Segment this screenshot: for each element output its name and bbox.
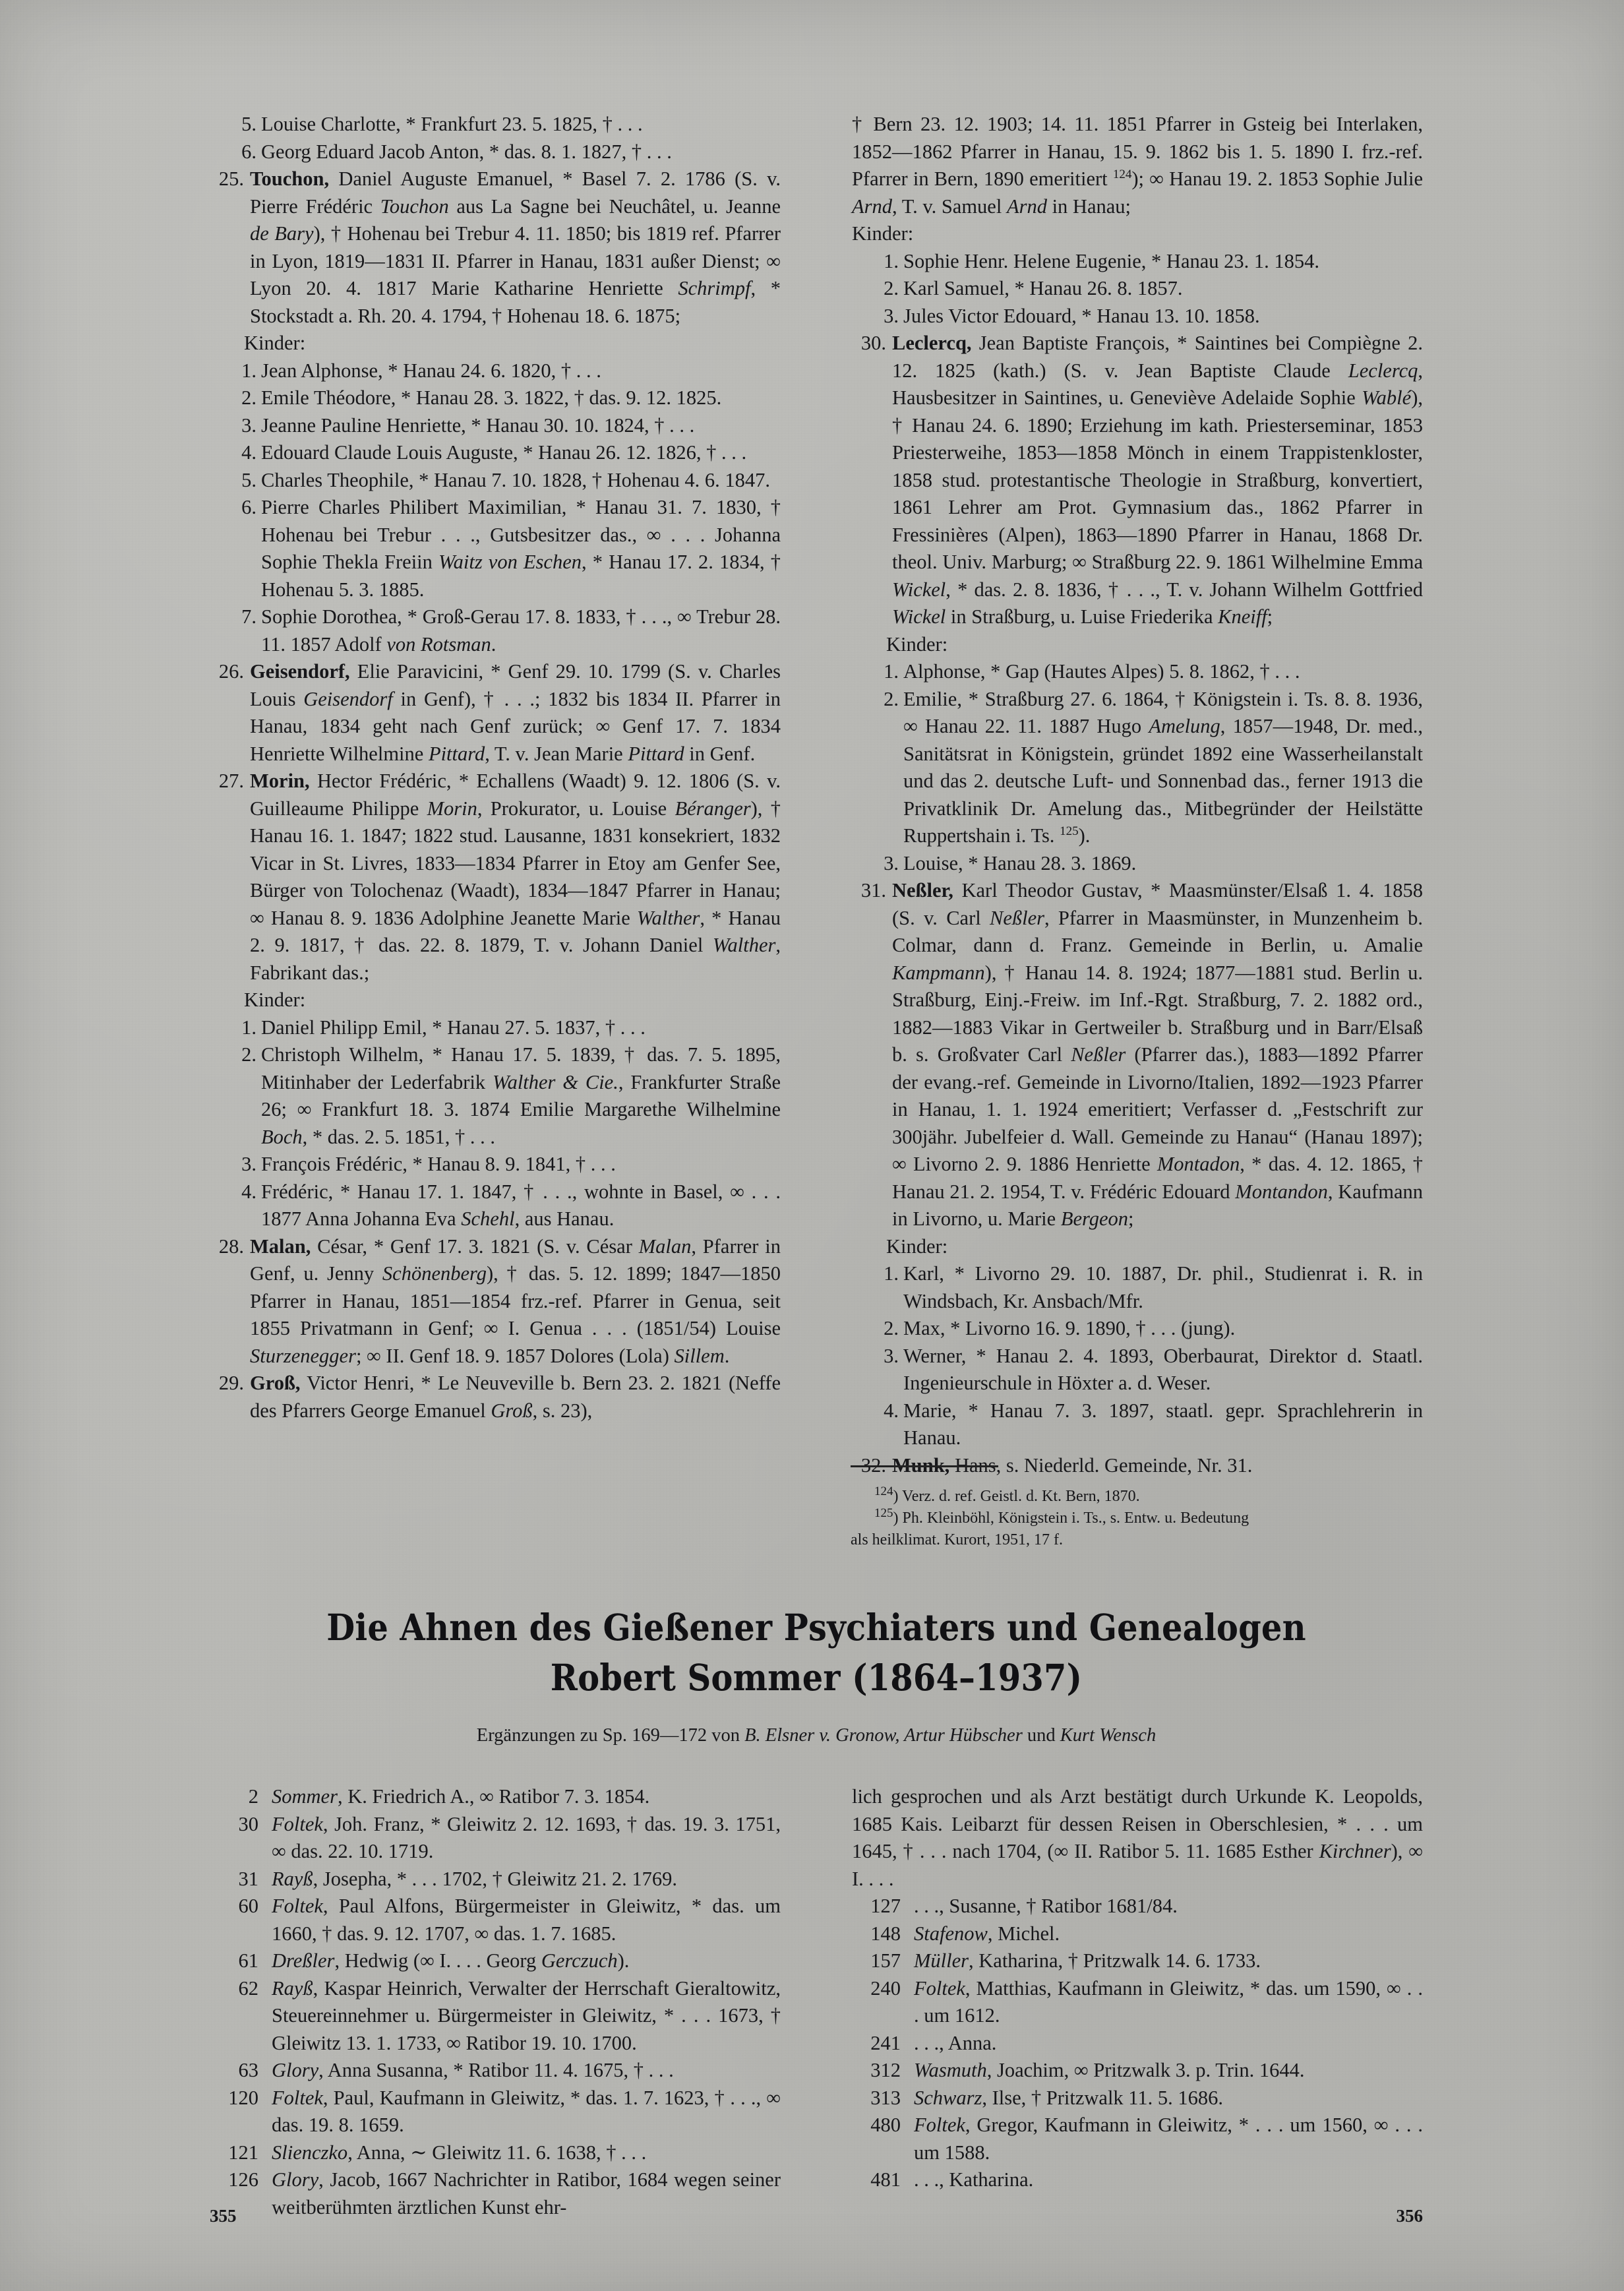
child-number: 3. (884, 304, 899, 327)
ancestor-number: 148 (870, 1922, 901, 1945)
ancestor-row (210, 2057, 781, 2085)
kinder-label: Kinder: (244, 989, 306, 1011)
child-number: 2. (884, 277, 899, 299)
list-item (210, 384, 781, 412)
ancestor-number: 313 (870, 2086, 901, 2109)
list-item (210, 111, 781, 138)
ancestor-row (852, 2166, 1423, 2194)
child-number: 7. (241, 605, 256, 628)
genealogy-entry-31 (852, 877, 1423, 1233)
child-text: Christoph Wilhelm, * Hanau 17. 5. 1839, † das. 7. 5. 1895, Mitinhaber der Lederfabrik Walther & Cie., Frankfurter Straße 26; ∞ Frankfurt 18. 3. 1874 Emilie Margarethe Wilhelmine Boch, * das. 2. 5. 1851, † . . . (261, 1043, 781, 1148)
child-text: François Frédéric, * Hanau 8. 9. 1841, † . . . (261, 1153, 616, 1175)
entry-number: 25. (218, 168, 244, 190)
child-text: Louise Charlotte, * Frankfurt 23. 5. 1825, † . . . (261, 113, 643, 135)
child-text: Emilie, * Straßburg 27. 6. 1864, † Königstein i. Ts. 8. 8. 1936, ∞ Hanau 22. 11. 1887 Hugo Amelung, 1857—1948, Dr. med., Sanitätsrat in Königstein, gründet 1892 eine Wasserheilanstalt und das 2. deutsche Luft- und Sonnenbad das., ferner 1913 die Privatklinik Dr. Amelung das., Mitbegründer der Heilstätte Ruppertshain i. Ts. $^{125}$). (903, 687, 1423, 847)
entry-body: Morin, Hector Frédéric, * Echallens (Waadt) 9. 12. 1806 (S. v. Guilleaume Philippe Morin, Prokurator, u. Louise Béranger), † Hanau 16. 1. 1847; 1822 stud. Lausanne, 1831 konsekriert, 1832 Vicar in St. Livres, 1833—1834 Pfarrer in Etoy am Genfer See, Bürger von Tolochenaz (Waadt), 1834—1847 Pfarrer in Hanau; ∞ Hanau 8. 9. 1836 Adolphine Jeanette Marie Walther, * Hanau 2. 9. 1817, † das. 22. 8. 1879, T. v. Johann Daniel Walther, Fabrikant das.; (250, 770, 781, 984)
entry-surname: Geisendorf, (250, 660, 350, 683)
list-item (852, 275, 1423, 303)
lower-two-column-block (210, 1783, 1423, 2221)
ancestor-text: Glory, Jacob, 1667 Nachrichter in Ratibor, 1684 wegen seiner weitberühmten ärztlichen Kunst ehr- (272, 2168, 781, 2218)
child-number: 5. (241, 468, 256, 491)
ancestor-row (852, 2112, 1423, 2166)
entry-surname: Groß, (250, 1372, 301, 1394)
list-item (210, 1041, 781, 1151)
column-left (210, 111, 781, 1424)
ancestor-number: 63 (238, 2059, 258, 2081)
ancestor-number: 240 (870, 1976, 901, 2000)
kinder-label: Kinder: (886, 632, 948, 656)
genealogy-entry-28 (210, 1233, 781, 1370)
child-text: Emile Théodore, * Hanau 28. 3. 1822, † das. 9. 12. 1825. (261, 386, 722, 409)
footnote-125-continuation: als heilklimat. Kurort, 1951, 17 f. (851, 1531, 1063, 1548)
ancestor-row (210, 1811, 781, 1866)
entry-number: 29. (218, 1372, 244, 1394)
genealogy-entry-29 (210, 1370, 781, 1424)
list-item (210, 1178, 781, 1233)
ancestor-row (852, 1975, 1423, 2030)
list-item (852, 1397, 1423, 1452)
ancestor-text: Foltek, Joh. Franz, * Gleiwitz 2. 12. 1693, † das. 19. 3. 1751, ∞ das. 22. 10. 1719. (272, 1812, 781, 1862)
ancestor-number: 312 (870, 2059, 901, 2081)
child-text: Jules Victor Edouard, * Hanau 13. 10. 1858. (903, 304, 1260, 327)
ancestor-text: Rayß, Josepha, * . . . 1702, † Gleiwitz 21. 2. 1769. (272, 1867, 678, 1890)
footnotes-block (851, 1486, 1431, 1551)
ancestor-text: Glory, Anna Susanna, * Ratibor 11. 4. 1675, † . . . (272, 2059, 674, 2081)
child-text: Marie, * Hanau 7. 3. 1897, staatl. gepr. Sprachlehrerin in Hanau. (903, 1399, 1423, 1449)
kinder-label: Kinder: (244, 332, 306, 354)
child-text: Max, * Livorno 16. 9. 1890, † . . . (jung). (903, 1317, 1236, 1339)
ancestor-number: 62 (238, 1976, 258, 2000)
ancestors-column-right (852, 1783, 1423, 2194)
genealogy-entry-26 (210, 658, 781, 768)
ancestor-row (210, 2085, 781, 2139)
entry-body: Malan, César, * Genf 17. 3. 1821 (S. v. César Malan, Pfarrer in Genf, u. Jenny Schönenberg), † das. 5. 12. 1899; 1847—1850 Pfarrer in Hanau, 1851—1854 frz.-ref. Pfarrer in Genua, seit 1855 Privatmann in Genf; ∞ I. Genua . . . (1851/54) Louise Sturzenegger; ∞ II. Genf 18. 9. 1857 Dolores (Lola) Sillem. (250, 1235, 781, 1367)
article-title-line-1: Die Ahnen des Gießener Psychiaters und Genealogen (326, 1606, 1306, 1649)
ancestor-number: 2 (248, 1785, 258, 1808)
ancestor-row (210, 2166, 781, 2221)
ancestor-row (852, 1920, 1423, 1948)
page-number-right: 356 (1396, 2206, 1423, 2226)
list-item (210, 494, 781, 603)
entry-number: 31. (860, 879, 886, 901)
child-text: Jeanne Pauline Henriette, * Hanau 30. 10. 1824, † . . . (261, 413, 695, 437)
ancestor-row (210, 1975, 781, 2058)
child-number: 3. (241, 1153, 256, 1175)
child-number: 5. (241, 113, 256, 135)
list-item (852, 1343, 1423, 1397)
child-number: 1. (241, 359, 256, 382)
footnote-marker-125: 125 (1060, 824, 1079, 838)
list-item (852, 1315, 1423, 1343)
genealogy-entry-30 (852, 330, 1423, 631)
footnote-125: $^{125}$) Ph. Kleinböhl, Königstein i. Ts., s. Entw. u. Bedeutung (874, 1506, 1249, 1527)
entry-body: Touchon, Daniel Auguste Emanuel, * Basel 7. 2. 1786 (S. v. Pierre Frédéric Touchon aus La Sagne bei Neuchâtel, u. Jeanne de Bary), † Hohenau bei Trebur 4. 11. 1850; bis 1819 ref. Pfarrer in Lyon, 1819—1831 II. Pfarrer in Hanau, 1831 außer Dienst; ∞ Lyon 20. 4. 1817 Marie Katharine Henriette Schrimpf, * Stockstadt a. Rh. 20. 4. 1794, † Hohenau 18. 6. 1875; (250, 168, 781, 327)
list-item (852, 850, 1423, 878)
child-number: 2. (241, 1043, 256, 1066)
ancestor-row (210, 1783, 781, 1811)
child-number: 4. (241, 1180, 256, 1203)
entry-number: 30. (860, 332, 886, 354)
child-text: Georg Eduard Jacob Anton, * das. 8. 1. 1827, † . . . (261, 140, 672, 163)
list-item (210, 138, 781, 166)
ancestor-number: 60 (238, 1895, 258, 1917)
list-item (210, 467, 781, 495)
entry-surname: Neßler, (892, 879, 953, 901)
ancestor-text: Foltek, Paul, Kaufmann in Gleiwitz, * das. 1. 7. 1623, † . . ., ∞ das. 19. 8. 1659. (272, 2086, 781, 2136)
child-number: 6. (241, 496, 256, 518)
entry-number: 32. (860, 1453, 886, 1477)
footnote-124: $^{124}$) Verz. d. ref. Geistl. d. Kt. Bern, 1870. (874, 1484, 1140, 1505)
ancestor-text: Foltek, Gregor, Kaufmann in Gleiwitz, * . . . um 1560, ∞ . . . um 1588. (914, 2114, 1423, 2164)
list-item (852, 248, 1423, 276)
ancestor-126-continuation: lich gesprochen und als Arzt bestätigt durch Urkunde K. Leopolds, 1685 Kais. Leibarzt für dessen Reisen in Oberschlesien, * . . . um 1645, † . . . nach 1704, (∞ II. Ratibor 5. 11. 1685 Esther Kirchner), ∞ I. . . . (852, 1785, 1423, 1890)
child-number: 1. (884, 1262, 899, 1285)
ancestor-row (210, 1866, 781, 1893)
upper-two-column-block (210, 111, 1423, 1479)
article-heading (210, 1603, 1423, 1746)
child-number: 2. (884, 687, 899, 710)
entry-29-continuation: † Bern 23. 12. 1903; 14. 11. 1851 Pfarrer in Gsteig bei Interlaken, 1852—1862 Pfarrer in Hanau, 15. 9. 1862 bis 1. 5. 1890 I. frz.-ref. Pfarrer in Bern, 1890 emeritiert $^{124}$); ∞ Hanau 19. 2. 1853 Sophie Julie Arnd, T. v. Samuel Arnd in Hanau; (852, 113, 1423, 218)
ancestor-row (210, 1893, 781, 1947)
child-text: Sophie Dorothea, * Groß-Gerau 17. 8. 1833, † . . ., ∞ Trebur 28. 11. 1857 Adolf von Rotsman. (261, 605, 781, 656)
ancestor-row (210, 1947, 781, 1975)
ancestor-text: Rayß, Kaspar Heinrich, Verwalter der Herrschaft Gieraltowitz, Steuereinnehmer u. Bürgermeister in Gleiwitz, * . . . 1673, † Gleiwitz 13. 1. 1733, ∞ Ratibor 19. 10. 1700. (272, 1976, 781, 2054)
ancestor-number: 30 (238, 1812, 258, 1835)
ancestor-number: 481 (870, 2168, 901, 2191)
child-text: Charles Theophile, * Hanau 7. 10. 1828, † Hohenau 4. 6. 1847. (261, 468, 770, 491)
child-text: Pierre Charles Philibert Maximilian, * Hanau 31. 7. 1830, † Hohenau bei Trebur . . ., Gutsbesitzer das., ∞ . . . Johanna Sophie Thekla Freiin Waitz von Eschen, * Hanau 17. 2. 1834, † Hohenau 5. 3. 1885. (261, 496, 781, 601)
ancestor-text: Foltek, Matthias, Kaufmann in Gleiwitz, * das. um 1590, ∞ . . . um 1612. (914, 1976, 1423, 2027)
child-number: 4. (241, 441, 256, 464)
kinder-label: Kinder: (886, 1235, 948, 1258)
article-subtitle: Ergänzungen zu Sp. 169—172 von B. Elsner v. Gronow, Artur Hübscher und Kurt Wensch (476, 1725, 1157, 1746)
ancestor-number: 126 (228, 2168, 258, 2191)
ancestor-number: 31 (238, 1867, 258, 1890)
ancestor-text: Foltek, Paul Alfons, Bürgermeister in Gleiwitz, * das. um 1660, † das. 9. 12. 1707, ∞ das. 1. 7. 1685. (272, 1895, 781, 1945)
child-number: 3. (884, 1344, 899, 1367)
ancestor-number: 120 (228, 2086, 258, 2109)
child-number: 1. (884, 249, 899, 272)
entry-number: 27. (218, 770, 244, 792)
list-item (852, 1260, 1423, 1315)
ancestor-row (852, 2057, 1423, 2085)
ancestor-text: . . ., Susanne, † Ratibor 1681/84. (914, 1895, 1178, 1917)
ancestor-text: Slienczko, Anna, ∼ Gleiwitz 11. 6. 1638, † . . . (272, 2141, 647, 2164)
entry-surname: Touchon, (250, 168, 330, 190)
footnote-separator-rule (851, 1465, 998, 1467)
entry-body: Geisendorf, Elie Paravicini, * Genf 29. 10. 1799 (S. v. Charles Louis Geisendorf in Genf), † . . .; 1832 bis 1834 II. Pfarrer in Hanau, 1834 geht nach Genf zurück; ∞ Genf 17. 7. 1834 Henriette Wilhelmine Pittard, T. v. Jean Marie Pittard in Genf. (250, 660, 781, 765)
child-number: 3. (884, 851, 899, 874)
article-title-line-2: Robert Sommer (1864–1937) (550, 1656, 1083, 1699)
kinder-label: Kinder: (852, 222, 914, 245)
ancestor-text: Müller, Katharina, † Pritzwalk 14. 6. 1733. (914, 1949, 1261, 1972)
ancestor-row (852, 2030, 1423, 2058)
child-text: Edouard Claude Louis Auguste, * Hanau 26. 12. 1826, † . . . (261, 441, 747, 464)
list-item (210, 357, 781, 385)
child-text: Alphonse, * Gap (Hautes Alpes) 5. 8. 1862, † . . . (903, 660, 1300, 683)
list-item (210, 1014, 781, 1042)
list-item (852, 686, 1423, 850)
entry-surname: Malan, (250, 1235, 311, 1258)
list-item (210, 412, 781, 440)
ancestor-row (852, 1947, 1423, 1975)
ancestor-number: 127 (870, 1895, 901, 1917)
child-number: 4. (884, 1399, 899, 1422)
entry-surname: Morin, (250, 770, 310, 792)
child-text: Werner, * Hanau 2. 4. 1893, Oberbaurat, Direktor d. Staatl. Ingenieurschule in Höxter a. d. Weser. (903, 1344, 1423, 1394)
entry-surname: Leclercq, (892, 332, 972, 354)
column-right (852, 111, 1423, 1479)
child-number: 2. (241, 386, 256, 409)
entry-body: Leclercq, Jean Baptiste François, * Saintines bei Compiègne 2. 12. 1825 (kath.) (S. v. Jean Baptiste Claude Leclercq, Hausbesitzer in Saintines, u. Geneviève Adelaide Sophie Wablé), † Hanau 24. 6. 1890; Erziehung im kath. Priesterseminar, 1853 Priesterweihe, 1853—1858 Mönch in einem Trappistenkloster, 1858 stud. protestantische Theologie in Straßburg, konvertiert, 1861 Lehrer am Prot. Gymnasium das., 1862 Pfarrer in Fressinières (Alpen), 1863—1890 Pfarrer in Hanau, 1868 Dr. theol. Univ. Marburg; ∞ Straßburg 22. 9. 1861 Wilhelmine Emma Wickel, * das. 2. 8. 1836, † . . ., T. v. Johann Wilhelm Gottfried Wickel in Straßburg, u. Luise Friederika Kneiff; (892, 332, 1423, 628)
ancestor-row (852, 1893, 1423, 1920)
entry-number: 28. (218, 1235, 244, 1258)
genealogy-entry-27 (210, 768, 781, 987)
ancestors-column-left (210, 1783, 781, 2221)
genealogy-entry-25 (210, 166, 781, 330)
ancestor-text: Wasmuth, Joachim, ∞ Pritzwalk 3. p. Trin. 1644. (914, 2059, 1305, 2081)
entry-surname: Munk, (892, 1453, 950, 1477)
ancestor-number: 157 (870, 1949, 901, 1972)
child-text: Frédéric, * Hanau 17. 1. 1847, † . . ., wohnte in Basel, ∞ . . . 1877 Anna Johanna Eva Schehl, aus Hanau. (261, 1180, 781, 1230)
ancestor-text: Dreßler, Hedwig (∞ I. . . . Georg Gerczuch). (272, 1949, 630, 1972)
ancestor-text: . . ., Anna. (914, 2031, 997, 2054)
ancestor-row (852, 2085, 1423, 2112)
ancestor-row (210, 2139, 781, 2167)
ancestor-text: Sommer, K. Friedrich A., ∞ Ratibor 7. 3. 1854. (272, 1785, 650, 1808)
entry-body: Groß, Victor Henri, * Le Neuveville b. Bern 23. 2. 1821 (Neffe des Pfarrers George Emanuel Groß, s. 23), (250, 1372, 781, 1422)
entry-body: Neßler, Karl Theodor Gustav, * Maasmünster/Elsaß 1. 4. 1858 (S. v. Carl Neßler, Pfarrer in Maasmünster, in Munzenheim b. Colmar, dann d. Franz. Gemeinde in Berlin, u. Amalie Kampmann), † Hanau 14. 8. 1924; 1877—1881 stud. Berlin u. Straßburg, Einj.-Freiw. im Inf.-Rgt. Straßburg, 7. 2. 1882 ord., 1882—1883 Vikar in Gertweiler b. Straßburg und in Barr/Elsaß b. s. Großvater Carl Neßler (Pfarrer das.), 1883—1892 Pfarrer der evang.-ref. Gemeinde in Livorno/Italien, 1892—1923 Pfarrer in Hanau, 1. 1. 1924 emeritiert; Verfasser d. „Festschrift zur 300jähr. Jubelfeier d. Wall. Gemeinde zu Hanau“ (Hanau 1897); ∞ Livorno 2. 9. 1886 Henriette Montadon, * das. 4. 12. 1865, † Hanau 21. 2. 1954, T. v. Frédéric Edouard Montandon, Kaufmann in Livorno, u. Marie Bergeon; (892, 879, 1424, 1230)
ancestor-text: Stafenow, Michel. (914, 1922, 1060, 1945)
child-text: Daniel Philipp Emil, * Hanau 27. 5. 1837, † . . . (261, 1016, 646, 1039)
child-number: 6. (241, 140, 256, 163)
child-text: Jean Alphonse, * Hanau 24. 6. 1820, † . . . (261, 359, 601, 382)
list-item (210, 603, 781, 658)
child-text: Karl, * Livorno 29. 10. 1887, Dr. phil., Studienrat i. R. in Windsbach, Kr. Ansbach/Mfr. (903, 1262, 1423, 1312)
ancestor-number: 480 (870, 2114, 901, 2136)
child-text: Louise, * Hanau 28. 3. 1869. (903, 851, 1137, 874)
list-item (852, 658, 1423, 686)
child-number: 3. (241, 413, 256, 437)
entry-number: 26. (218, 660, 244, 683)
list-item (210, 439, 781, 467)
list-item (852, 303, 1423, 330)
child-text: Karl Samuel, * Hanau 26. 8. 1857. (903, 277, 1183, 299)
ancestor-number: 241 (870, 2031, 901, 2054)
ancestor-number: 121 (228, 2141, 258, 2164)
child-number: 1. (884, 660, 899, 683)
child-text: Sophie Henr. Helene Eugenie, * Hanau 23. 1. 1854. (903, 249, 1320, 272)
ancestor-number: 61 (238, 1949, 258, 1972)
child-number: 2. (884, 1317, 899, 1339)
footnote-marker-124: 124 (1112, 167, 1132, 181)
list-item (210, 1151, 781, 1178)
ancestor-text: Schwarz, Ilse, † Pritzwalk 11. 5. 1686. (914, 2086, 1224, 2109)
child-number: 1. (241, 1016, 256, 1039)
entry-body: Munk, Hans, s. Niederld. Gemeinde, Nr. 31. (892, 1453, 1253, 1477)
ancestor-text: . . ., Katharina. (914, 2168, 1034, 2191)
page-number-left: 355 (210, 2206, 237, 2226)
